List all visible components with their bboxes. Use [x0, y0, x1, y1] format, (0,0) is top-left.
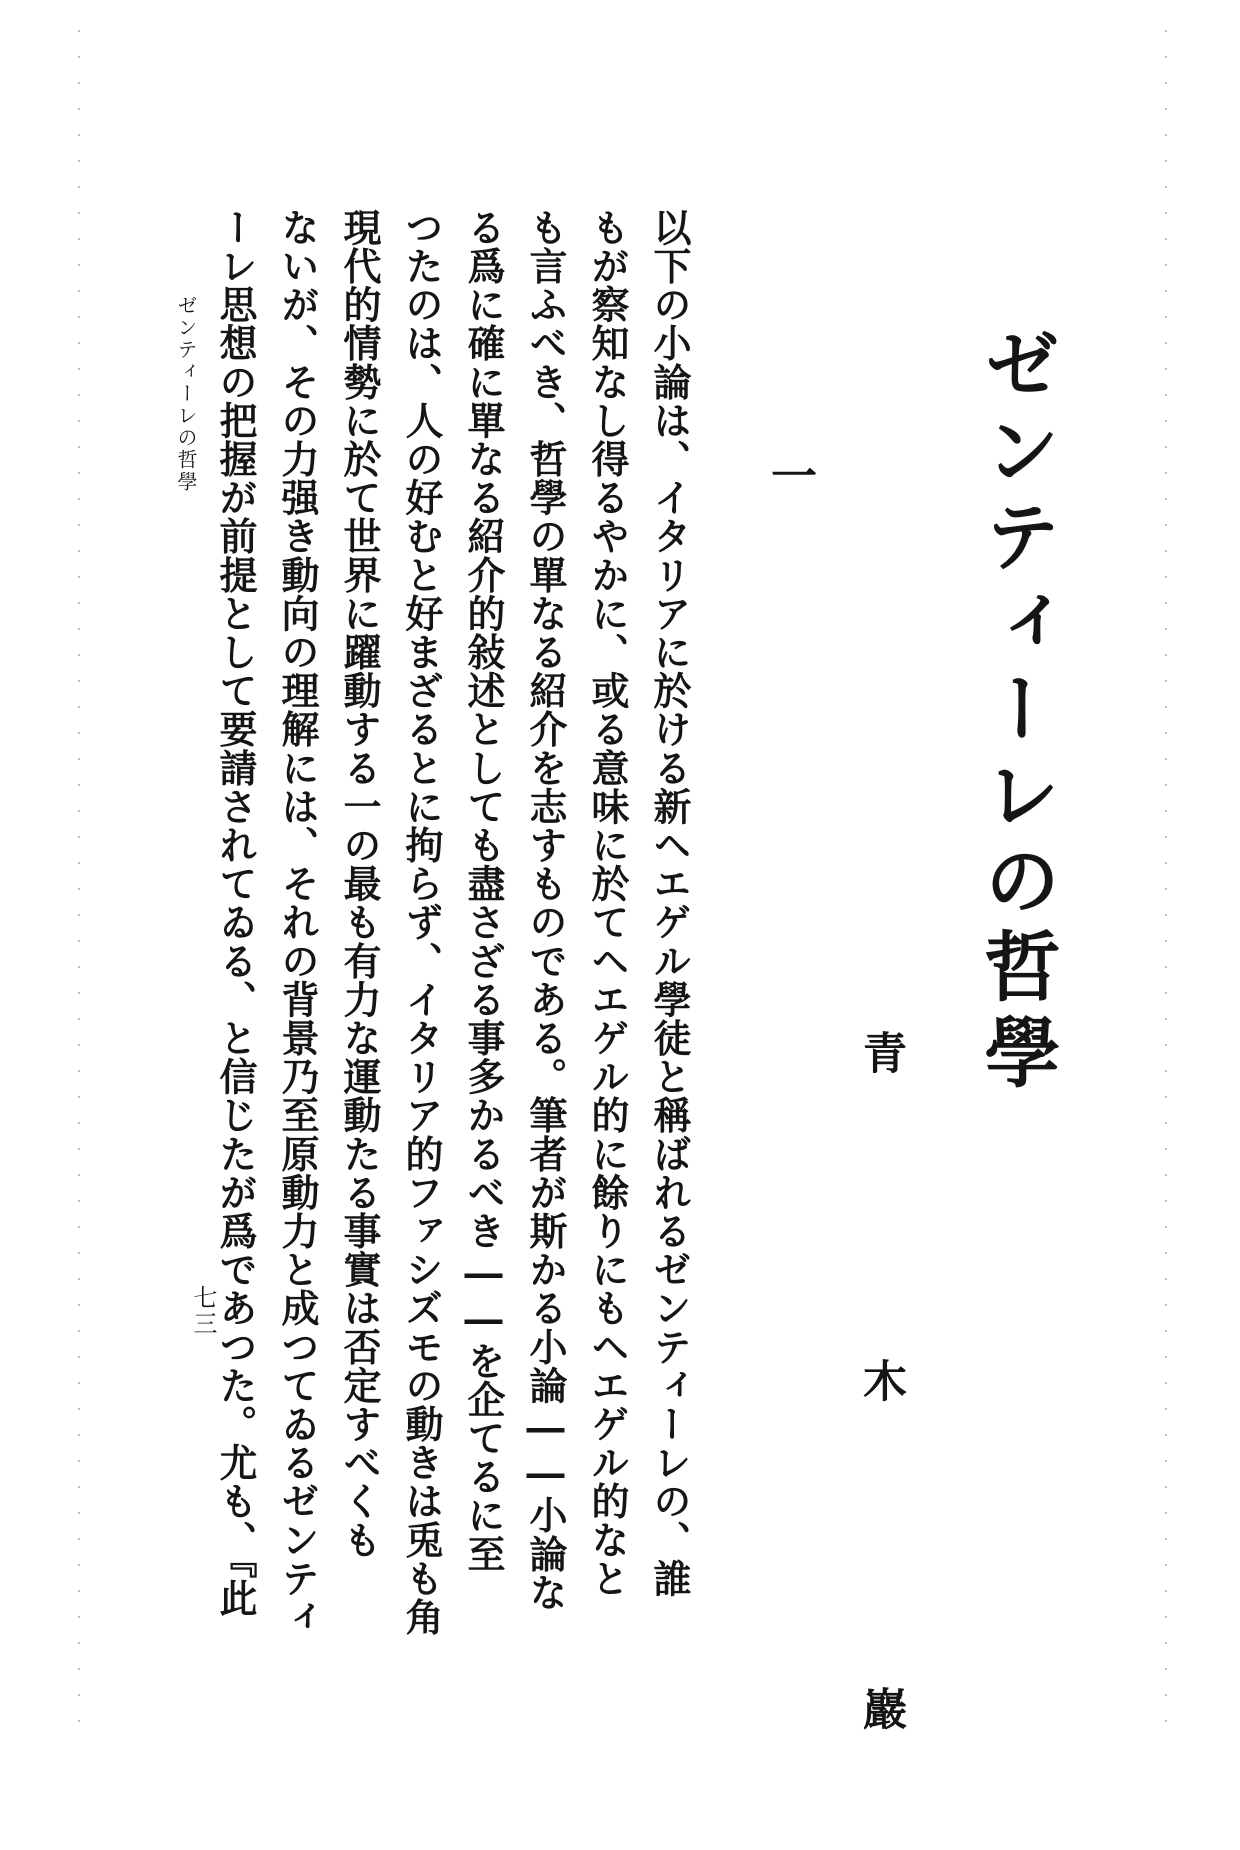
body-line-4: る爲に確に單なる紹介的敍述としても盡さざる事多かるべき――を企てるに至	[461, 208, 506, 1573]
running-head: ゼンティーレの哲學	[174, 295, 198, 493]
right-margin-guide	[1165, 30, 1167, 1730]
body-line-1: 以下の小論は、イタリアに於ける新ヘエゲル學徒と稱ばれるゼンティーレの、誰	[647, 208, 692, 1598]
author-name: 青 木 巖	[855, 1030, 906, 1850]
left-margin-guide	[78, 30, 80, 1730]
body-line-5: つたのは、人の好むと好まざるとに拘らず、イタリア的ファシズモの動きは兎も角	[399, 208, 444, 1637]
body-line-2: もが察知なし得るやかに、或る意味に於てヘエゲル的に餘りにもヘエゲル的なと	[585, 208, 630, 1598]
article-title: ゼンティーレの哲學	[972, 325, 1061, 1099]
body-line-8: ーレ思想の把握が前提として要請されてゐる、と信じたが爲であつた。尤も、『此	[213, 208, 258, 1618]
section-number: 一	[764, 452, 818, 498]
body-line-3: も言ふべき、哲學の單なる紹介を志すものである。筆者が斯かる小論――小論な	[523, 208, 568, 1612]
body-line-7: ないが、その力强き動向の理解には、それの背景乃至原動力と成つてゐるゼンティ	[275, 208, 320, 1637]
body-line-6: 現代的情勢に於て世界に躍動する一の最も有力な運動たる事實は否定すべくも	[337, 208, 382, 1559]
page-number: 七三	[189, 1285, 217, 1337]
